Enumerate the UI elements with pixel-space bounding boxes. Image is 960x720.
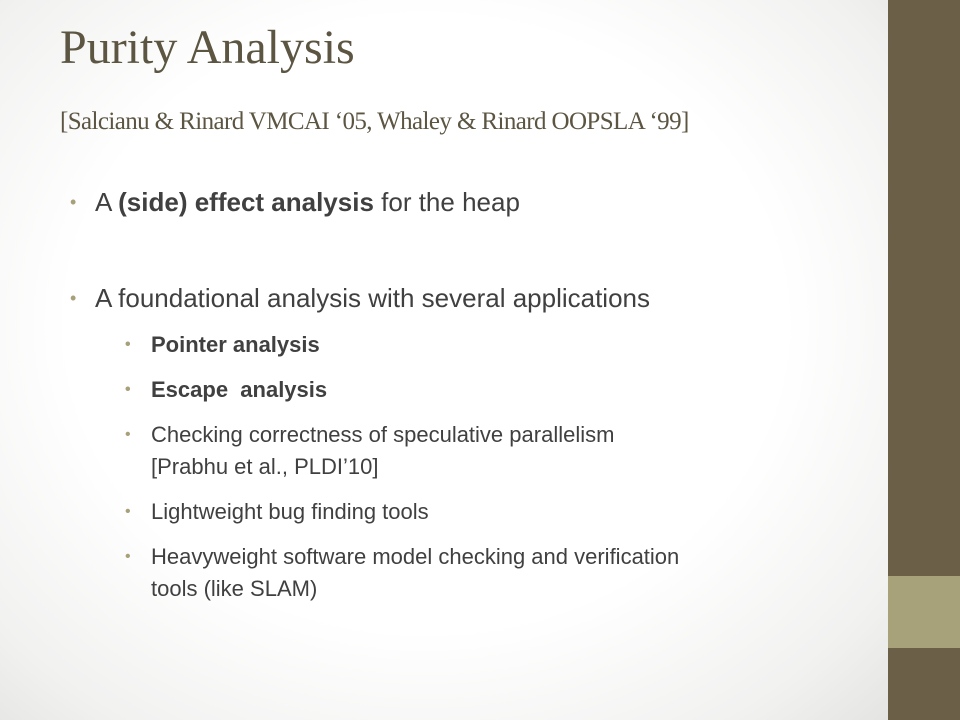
bullet-dot-icon: •: [125, 503, 131, 520]
side-band-light: [888, 576, 960, 648]
slide-title: Purity Analysis: [60, 21, 355, 74]
sub-bullet-bug-finding: [125, 496, 860, 528]
sub-bullet-text: Pointer analysis: [151, 332, 320, 357]
sub-bullet-text-line1: Heavyweight software model checking and verification: [151, 544, 680, 569]
sub-bullet-text: Escape analysis: [151, 377, 328, 402]
bullet-dot-icon: •: [70, 288, 77, 308]
bullet-dot-icon: •: [125, 548, 131, 565]
side-band-dark: [888, 0, 960, 576]
title-area: [60, 16, 870, 80]
bullet-dot-icon: •: [70, 192, 77, 212]
side-band-bottom: [888, 648, 960, 720]
sub-bullet-text-line2: tools (like SLAM): [151, 576, 318, 601]
bullet-text-bold: (side) effect analysis: [118, 187, 374, 217]
applications-sublist: [95, 329, 860, 605]
bullet-dot-icon: •: [125, 381, 131, 398]
sub-bullet-text: Lightweight bug finding tools: [151, 499, 429, 524]
sub-bullet-pointer-analysis: [125, 329, 860, 361]
slide-subtitle-citation: [Salcianu & Rinard VMCAI ‘05, Whaley & Rinard OOPSLA ‘99]: [60, 108, 689, 135]
bullet-text-suffix: for the heap: [373, 187, 520, 217]
sub-bullet-text-line2: [Prabhu et al., PLDI’10]: [151, 454, 379, 479]
bullet-dot-icon: •: [125, 336, 131, 353]
bullet-foundational-analysis: [70, 280, 860, 605]
bullet-text-prefix: A: [95, 187, 119, 217]
bullet-dot-icon: •: [125, 426, 131, 443]
sub-bullet-escape-analysis: [125, 374, 860, 406]
sub-bullet-speculative-parallelism: [125, 419, 860, 483]
bullet-list: [70, 184, 860, 605]
sub-bullet-model-checking: [125, 541, 860, 605]
bullet-text: A foundational analysis with several applications: [95, 283, 651, 313]
sub-bullet-text-line1: Checking correctness of speculative parallelism: [151, 422, 615, 447]
bullet-effect-analysis: [70, 184, 860, 220]
